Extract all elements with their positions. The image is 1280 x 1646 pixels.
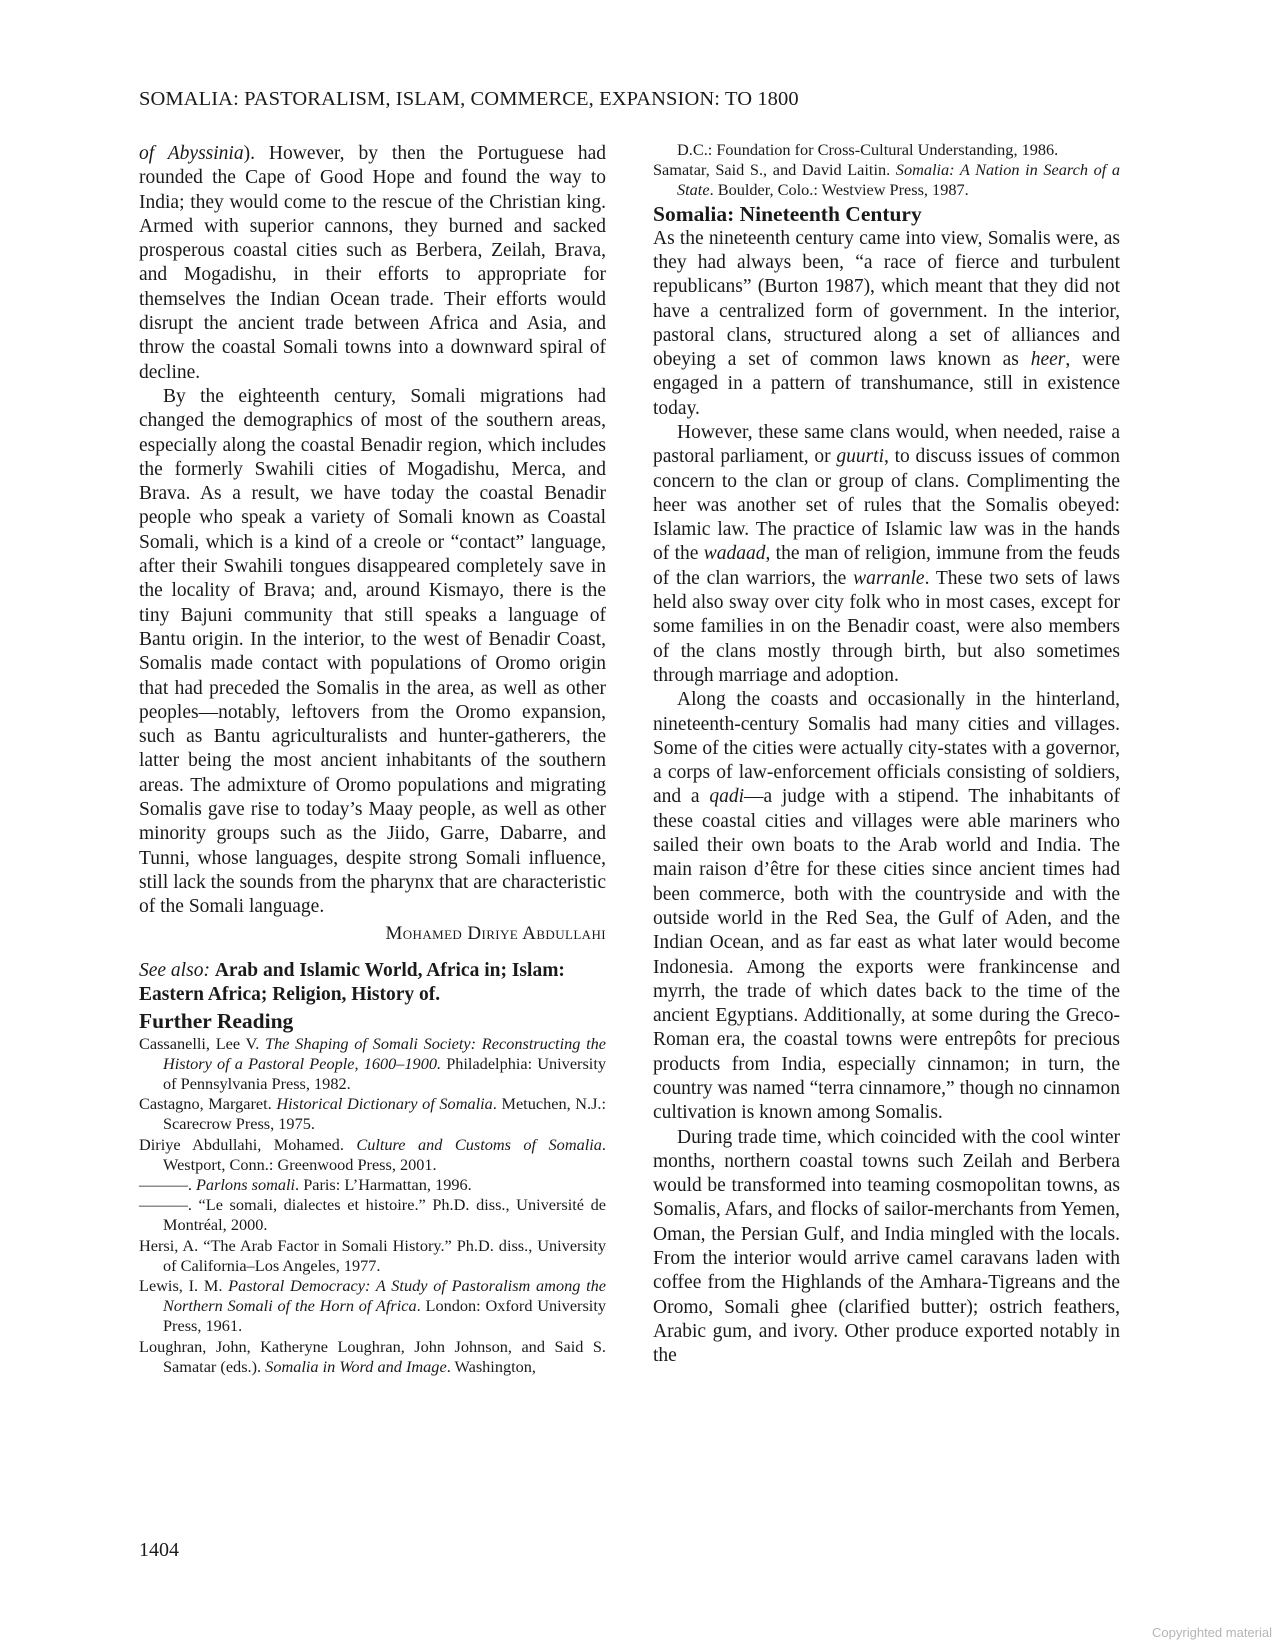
section-heading: Somalia: Nineteenth Century: [653, 201, 922, 226]
author-byline: Mohamed Diriye Abdullahi: [385, 922, 606, 944]
reference-item: Castagno, Margaret. Historical Dictionary of Somalia. Metuchen, N.J.: Scarecrow Press, 1975.: [139, 1094, 607, 1134]
see-also: [139, 959, 606, 1008]
copyright-watermark: Copyrighted material: [1152, 1625, 1272, 1640]
left-column: [139, 142, 606, 1377]
left-paragraph-1: [139, 142, 606, 385]
see-also-links[interactable]: Arab and Islamic World, Africa in; Islam: Eastern Africa; Religion, History of.: [139, 959, 565, 1005]
further-reading-heading: Further Reading: [139, 1008, 294, 1033]
page-number: 1404: [139, 1539, 179, 1561]
right-column: [653, 140, 1120, 1369]
reference-item: ———. “Le somali, dialectes et histoire.” Ph.D. diss., Université de Montréal, 2000.: [139, 1195, 606, 1235]
left-paragraph-2: By the eighteenth century, Somali migrations had changed the demographics of most of the southern areas, especially along the coastal Benadir region, which includes the formerly Swahili cities of Mogadishu, Merca, and Brava. As a result, we have today the coastal Benadir people who speak a variety of Somali known as Coastal Somali, which is a kind of a creole or “contact” language, after their Swahili tongues disappeared completely save in the locality of Brava; and, around Kismayo, there is the tiny Bajuni community that still speaks a language of Bantu origin. In the interior, to the west of Benadir Coast, Somalis made contact with populations of Oromo origin that had preceded the Somalis in the area, as well as other peoples—notably, leftovers from the Oromo expansion, such as Bantu agriculturalists and hunter-gatherers, the latter being the most ancient inhabitants of the southern areas. The admixture of Oromo populations and migrating Somalis gave rise to today’s Maay people, as well as other minority groups such as the Jiido, Garre, Dabarre, and Tunni, whose languages, despite strong Somali influence, still lack the sounds from the pharynx that are characteristic of the Somali language.: [139, 385, 606, 918]
right-paragraph-2: However, these same clans would, when needed, raise a pastoral parliament, or guurti, to discuss issues of common concern to the clan or group of clans. Complimenting the heer was another set of rules that the Somalis obeyed: Islamic law. The practice of Islamic law was in the hands of the wadaad, the man of religion, immune from the feuds of the clan warriors, the warranle. These two sets of laws held also sway over city folk who in most cases, except for some families in on the Benadir coast, were also members of the clans mostly through birth, but also sometimes through marriage and adoption.: [653, 421, 1120, 686]
left-p1-italic: of Abyssinia: [139, 143, 244, 164]
reference-list: [139, 1034, 606, 1377]
reference-item: Lewis, I. M. Pastoral Democracy: A Study of Pastoralism among the Northern Somali of the Horn of Africa. London: Oxford University Press, 1961.: [139, 1275, 606, 1336]
reference-item: Cassanelli, Lee V. The Shaping of Somali Society: Reconstructing the History of a Pastoral People, 1600–1900. Philadelphia: University of Pennsylvania Press, 1982.: [139, 1033, 606, 1093]
left-p1-text: ). However, by then the Portuguese had rounded the Cape of Good Hope and found the way to India; they would come to the rescue of the Christian king. Armed with superior cannons, they burned and sacked prosperous coastal cities such as Berbera, Zeilah, Brava, and Mogadishu, in their efforts to appropriate for themselves the Indian Ocean trade. Their efforts would disrupt the ancient trade between Africa and Asia, and throw the coastal Somali towns into a downward spiral of decline.: [139, 143, 606, 383]
running-head: SOMALIA: PASTORALISM, ISLAM, COMMERCE, EXPANSION: TO 1800: [139, 88, 799, 110]
reference-item: ———. Parlons somali. Paris: L’Harmattan, 1996.: [139, 1174, 472, 1194]
right-paragraph-1: As the nineteenth century came into view, Somalis were, as they had always been, “a race of fierce and turbulent republicans” (Burton 1987), which meant that they did not have a centralized form of government. In the interior, pastoral clans, structured along a set of alliances and obeying a set of common laws known as heer, were engaged in a pattern of transhumance, still in existence today.: [653, 227, 1120, 419]
right-paragraph-4: During trade time, which coincided with the cool winter months, northern coastal towns such Zeilah and Berbera would be transformed into teaming cosmopolitan towns, as Somalis, Afars, and flocks of sailor-merchants from Yemen, Oman, the Persian Gulf, and India mingled with the locals. From the interior would arrive camel caravans laden with coffee from the Highlands of the Amhara-Tigreans and the Oromo, Somali ghee (clarified butter); ostrich feathers, Arabic gum, and ivory. Other produce exported notably in the: [653, 1126, 1120, 1367]
reference-item: Samatar, Said S., and David Laitin. Somalia: A Nation in Search of a State. Boulder, Colo.: Westview Press, 1987.: [653, 160, 1120, 200]
right-paragraph-3: Along the coasts and occasionally in the hinterland, nineteenth-century Somalis had many cities and villages. Some of the cities were actually city-states with a governor, a corps of law-enforcement officials consisting of soldiers, and a qadi—a judge with a stipend. The inhabitants of these coastal cities and villages were able mariners who sailed their own boats to the Arab world and India. The main raison d’être for these cities since ancient times had been commerce, both with the countryside and with the outside world in the Red Sea, the Gulf of Aden, and the Indian Ocean, and as far east as what later would become Indonesia. Among the exports were frankincense and myrrh, the trade of which dates back to the time of the ancient Egyptians. Additionally, at some during the Greco-Roman era, the coastal towns were entrepôts for precious products from India, especially cinnamon; in turn, the country was named “terra cinnamore,” though no cinnamon cultivation is known among Somalis.: [653, 689, 1120, 1124]
reference-item: Loughran, John, Katheryne Loughran, John Johnson, and Said S. Samatar (eds.). Somalia in Word and Image. Washington,: [139, 1336, 606, 1376]
see-also-lead: See also:: [139, 959, 210, 981]
reference-item: Diriye Abdullahi, Mohamed. Culture and Customs of Somalia. Westport, Conn.: Greenwood Press, 2001.: [139, 1134, 606, 1174]
reference-item: Hersi, A. “The Arab Factor in Somali History.” Ph.D. diss., University of California–Los Angeles, 1977.: [139, 1235, 606, 1275]
reference-continuation: D.C.: Foundation for Cross-Cultural Understanding, 1986.: [677, 140, 1059, 159]
